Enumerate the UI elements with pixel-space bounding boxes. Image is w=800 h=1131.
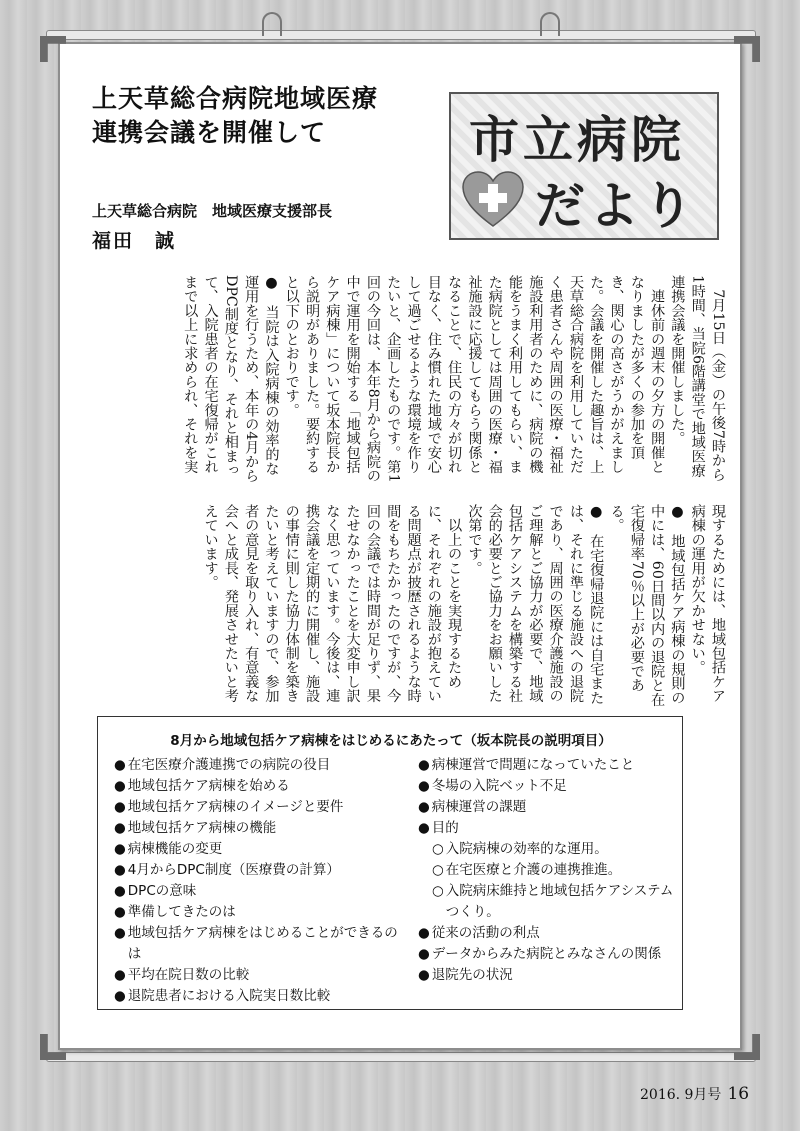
author-organization: 上天草総合病院 地域医療支援部長 <box>92 202 333 220</box>
list-item <box>114 986 399 1007</box>
list-item-text: 目的 <box>431 820 459 836</box>
list-item <box>114 776 399 797</box>
list-item <box>114 860 399 881</box>
list-item <box>418 755 678 776</box>
list-item-text: 冬場の入院ベット不足 <box>431 778 567 794</box>
list-item-text: 入院病床維持と地域包括ケアシステムつくり。 <box>445 883 674 920</box>
list-item-text: 準備してきたのは <box>127 904 236 920</box>
body-paragraph: 連休前の週末の夕方の開催となりましたが多くの参加を頂き、関心の高さがうかがえました。会議を開催した趣旨は、上天草総合病院を利用していただく患者さんや周囲の医療・福祉施設利用者のために、病院の機能をうまく利用してもらい、また病院としては周囲の医療・福祉施設に応援してもらう関係となることで、住民の方々が切れ目なく、住み慣れた地域で安心して過ごせるような環境を作りたいと、企画したものです。第1回の今回は、本年8月から病院の中で運用を開始する「地域包括ケア病棟」について坂本院長から説明がありました。要約すると以下のとおりです。 <box>283 275 666 483</box>
bullet-icon: ● <box>114 778 126 794</box>
circle-bullet-icon: ○ <box>432 883 444 899</box>
list-item-text: 病棟機能の変更 <box>127 841 223 857</box>
body-paragraph: ● 地域包括ケア病棟の規則の中には、60日間以内の退院と在宅復帰率70％以上が必要である。 <box>608 504 686 707</box>
sub-list-item <box>418 881 678 923</box>
sub-list-item <box>418 839 678 860</box>
circle-bullet-icon: ○ <box>432 862 444 878</box>
list-item-text: 退院患者における入院実日数比較 <box>127 988 331 1004</box>
list-item <box>114 839 399 860</box>
list-item-text: 平均在院日数の比較 <box>127 967 250 983</box>
newsletter-logo <box>449 92 719 240</box>
list-item <box>114 923 399 965</box>
list-item <box>418 818 678 839</box>
bullet-icon: ● <box>114 925 126 941</box>
list-item-text: 病棟運営の課題 <box>431 799 527 815</box>
list-item <box>418 797 678 818</box>
bullet-icon: ● <box>114 820 126 836</box>
article-title-line1: 上天草総合病院地域医療 <box>92 84 379 113</box>
bullet-icon: ● <box>114 988 126 1004</box>
list-item <box>114 755 399 776</box>
list-item-text: 地域包括ケア病棟の機能 <box>127 820 277 836</box>
list-item-text: 地域包括ケア病棟を始める <box>127 778 290 794</box>
bullet-icon: ● <box>418 820 430 836</box>
bullet-icon: ● <box>114 967 126 983</box>
bullet-icon: ● <box>418 799 430 815</box>
list-item-text: 在宅医療と介護の連携推進。 <box>445 862 622 878</box>
logo-line2: だより <box>535 177 697 235</box>
list-item <box>418 965 678 986</box>
article-body <box>110 275 728 715</box>
list-item <box>418 776 678 797</box>
box-right-column <box>418 755 678 986</box>
hanging-hook <box>540 12 560 36</box>
sub-list-item <box>418 860 678 881</box>
article-title-line2: 連携会議を開催して <box>92 118 327 147</box>
bottom-hanging-rod <box>46 1052 756 1062</box>
list-item <box>114 881 399 902</box>
bullet-icon: ● <box>114 799 126 815</box>
heart-cross-icon <box>461 170 525 228</box>
list-item <box>418 923 678 944</box>
page-footer <box>640 1084 749 1104</box>
list-item <box>114 965 399 986</box>
list-item-text: 在宅医療介護連携での病院の役目 <box>127 757 331 773</box>
top-hanging-rod <box>46 30 756 40</box>
bullet-icon: ● <box>418 946 430 962</box>
list-item <box>418 944 678 965</box>
list-item-text: 地域包括ケア病棟をはじめることができるのは <box>127 925 398 962</box>
bullet-icon: ● <box>418 778 430 794</box>
body-paragraph: ● 当院は入院病棟の効率的な運用を行うため、本年の4月からDPC制度となり、それと相まって、入院患者の在宅復帰がこれまで以上に求められ、それを実現するためには、地域包括ケア病棟の運用が欠かせない。 <box>182 275 726 703</box>
explanation-items-box <box>97 716 683 1010</box>
list-item-text: 入院病棟の効率的な運用。 <box>445 841 608 857</box>
page-number: 16 <box>727 1084 750 1104</box>
list-item <box>114 902 399 923</box>
list-item <box>114 797 399 818</box>
bullet-icon: ● <box>114 757 126 773</box>
hanging-hook <box>262 12 282 36</box>
list-item-text: 病棟運営で問題になっていたこと <box>431 757 635 773</box>
circle-bullet-icon: ○ <box>432 841 444 857</box>
bullet-icon: ● <box>418 925 430 941</box>
article-title <box>92 82 378 150</box>
list-item <box>114 818 399 839</box>
logo-line1: 市立病院 <box>469 111 685 169</box>
bullet-icon: ● <box>114 841 126 857</box>
list-item-text: 4月からDPC制度（医療費の計算） <box>127 862 340 878</box>
body-paragraph: 以上のことを実現するために、それぞれの施設が抱えている問題点が披歴されるような時間をもちたかったのですが、今回の会議では時間が足りず、果たせなかったことを大変申し訳なく思っています。今後は、連携会議を定期的に開催し、施設の事情に則した協力体制を築きたいと考えていますので、参加者の意見を取り入れ、有意義な会へと成長、発展させたいと考えています。 <box>202 504 463 703</box>
list-item-text: DPCの意味 <box>127 883 197 899</box>
bullet-icon: ● <box>418 967 430 983</box>
bullet-icon: ● <box>114 904 126 920</box>
bullet-icon: ● <box>114 862 126 878</box>
list-item-text: 従来の活動の利点 <box>431 925 540 941</box>
box-title: 8月から地域包括ケア病棟をはじめるにあたって（坂本院長の説明項目） <box>170 733 612 749</box>
list-item-text: 地域包括ケア病棟のイメージと要件 <box>127 799 344 815</box>
list-item-text: 退院先の状況 <box>431 967 513 983</box>
bullet-icon: ● <box>418 757 430 773</box>
body-paragraph: 7月15日（金）の午後7時から1時間、当院6階講堂で地域医療連携会議を開催しました。 <box>669 275 726 482</box>
bullet-icon: ● <box>114 883 126 899</box>
issue-label: 2016. 9月号 <box>640 1087 722 1103</box>
box-left-column <box>114 755 399 1007</box>
author-name: 福田 誠 <box>92 230 177 252</box>
body-paragraph: ● 在宅復帰退院には自宅または、それに準じる施設への退院であり、周囲の医療介護施設のご理解とご協力が必要で、地域包括ケアシステムを構築する社会的必要とご協力をお願いした次第です。 <box>466 504 605 705</box>
list-item-text: データからみた病院とみなさんの関係 <box>431 946 662 962</box>
